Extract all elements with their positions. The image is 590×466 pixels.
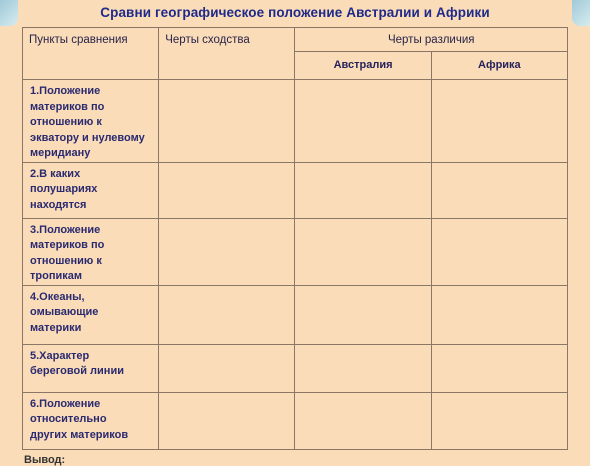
comparison-table	[22, 27, 568, 450]
table-row	[23, 218, 568, 285]
header-africa: Африка	[431, 52, 567, 80]
africa-cell[interactable]	[431, 162, 567, 218]
australia-cell[interactable]	[295, 285, 431, 344]
similarity-cell[interactable]	[159, 80, 295, 163]
header-differences: Черты различия	[295, 28, 568, 52]
similarity-cell[interactable]	[159, 285, 295, 344]
australia-cell[interactable]	[295, 392, 431, 449]
header-similarities: Черты сходства	[159, 28, 295, 80]
table-row	[23, 162, 568, 218]
row-label: 5.Характер береговой линии	[23, 344, 159, 392]
table-row	[23, 344, 568, 392]
similarity-cell[interactable]	[159, 392, 295, 449]
australia-cell[interactable]	[295, 162, 431, 218]
australia-cell[interactable]	[295, 344, 431, 392]
row-label: 4.Океаны, омывающие материки	[23, 285, 159, 344]
africa-cell[interactable]	[431, 392, 567, 449]
africa-cell[interactable]	[431, 285, 567, 344]
header-points: Пункты сравнения	[23, 28, 159, 80]
row-label: 3.Положение материков по отношению к тропикам	[23, 218, 159, 285]
row-label: 1.Положение материков по отношению к экватору и нулевому меридиану	[23, 80, 159, 163]
conclusion-label: Вывод:	[24, 454, 66, 466]
similarity-cell[interactable]	[159, 344, 295, 392]
africa-cell[interactable]	[431, 344, 567, 392]
table-row	[23, 80, 568, 163]
africa-cell[interactable]	[431, 80, 567, 163]
similarity-cell[interactable]	[159, 162, 295, 218]
table-row	[23, 392, 568, 449]
table-row	[23, 285, 568, 344]
australia-cell[interactable]	[295, 218, 431, 285]
header-row	[23, 28, 568, 52]
africa-cell[interactable]	[431, 218, 567, 285]
row-label: 2.В каких полушариях находятся	[23, 162, 159, 218]
australia-cell[interactable]	[295, 80, 431, 163]
header-australia: Австралия	[295, 52, 431, 80]
row-label: 6.Положение относительно других материков	[23, 392, 159, 449]
page-title: Сравни географическое положение Австралии и Африки	[100, 5, 490, 20]
similarity-cell[interactable]	[159, 218, 295, 285]
